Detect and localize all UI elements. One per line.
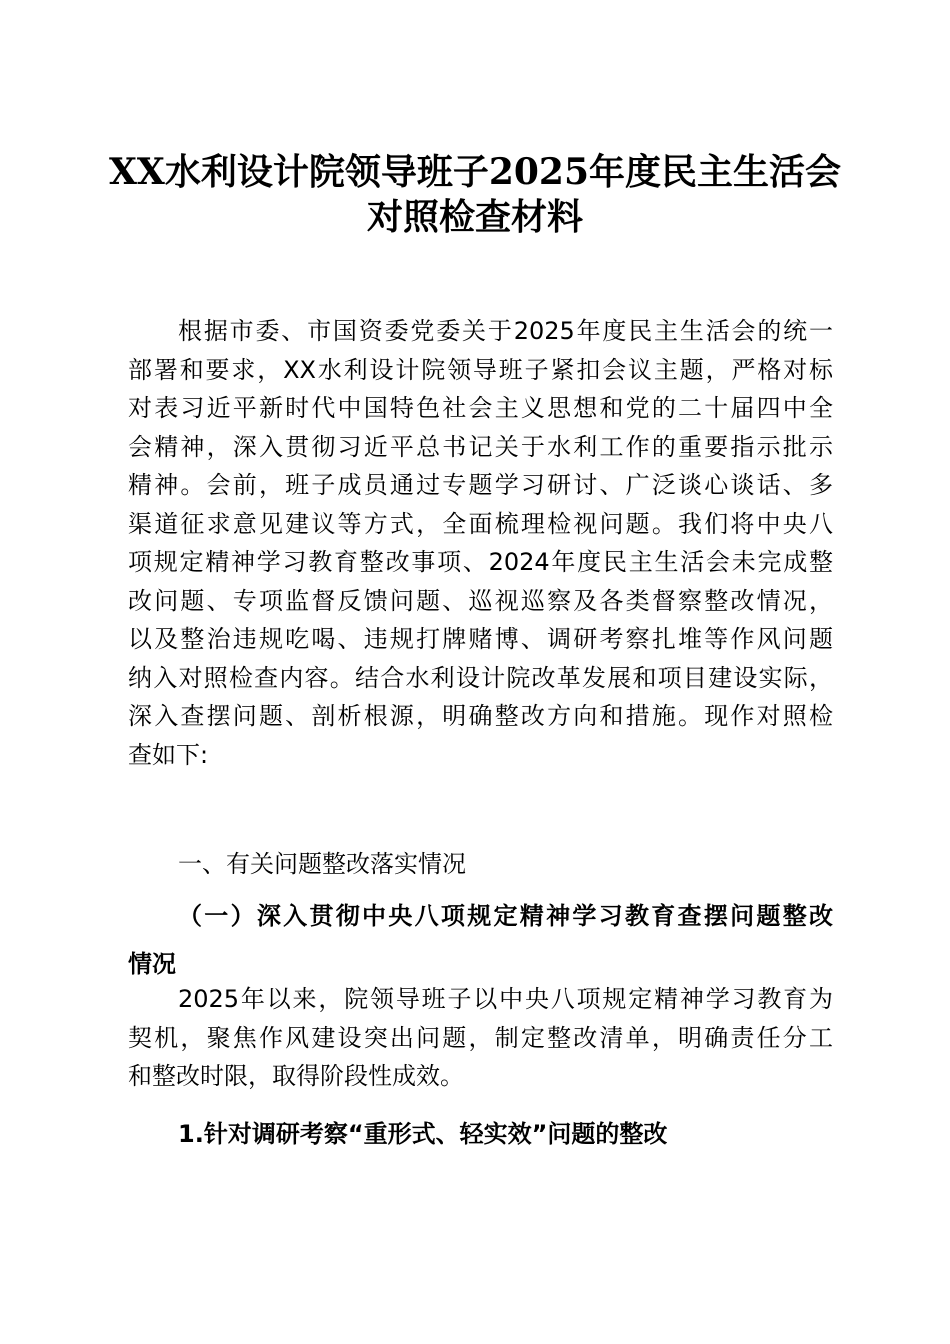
intro-line: 改问题、专项监督反馈问题、巡视巡察及各类督察整改情况， [128, 586, 833, 615]
intro-line: 深入查摆问题、剖析根源，明确整改方向和措施。现作对照检 [128, 702, 833, 730]
intro-line: 根据市委、市国资委党委关于2025年度民主生活会的统一 [178, 317, 833, 345]
intro-line: 部署和要求，XX水利设计院领导班子紧扣会议主题，严格对标 [128, 355, 833, 384]
intro-line: 精神。会前，班子成员通过专题学习研讨、广泛谈心谈话、多 [128, 471, 833, 499]
subsection-heading-line: 情况 [128, 950, 176, 978]
subsection-paragraph [128, 980, 833, 1096]
subsection-line: 契机，聚焦作风建设突出问题，制定整改清单，明确责任分工 [128, 1023, 833, 1052]
intro-line: 渠道征求意见建议等方式，全面梳理检视问题。我们将中央八 [128, 509, 833, 538]
intro-line: 纳入对照检查内容。结合水利设计院改革发展和项目建设实际， [128, 663, 833, 692]
document-title-line-2: 对照检查材料 [366, 196, 583, 238]
intro-paragraph [128, 312, 833, 774]
subsection-heading-line: （一）深入贯彻中央八项规定精神学习教育查摆问题整改 [178, 902, 833, 930]
subsection-heading-1 [128, 892, 833, 988]
item-heading-1: 1.针对调研考察“重形式、轻实效”问题的整改 [178, 1120, 668, 1148]
subsection-line: 2025年以来，院领导班子以中央八项规定精神学习教育为 [178, 985, 833, 1013]
intro-line: 查如下: [128, 740, 209, 769]
section-heading-1: 一、有关问题整改落实情况 [178, 850, 466, 878]
subsection-line: 和整改时限，取得阶段性成效。 [128, 1062, 464, 1090]
intro-line: 项规定精神学习教育整改事项、2024年度民主生活会未完成整 [128, 548, 833, 576]
intro-line: 以及整治违规吃喝、违规打牌赌博、调研考察扎堆等作风问题 [128, 625, 833, 653]
intro-line: 会精神，深入贯彻习近平总书记关于水利工作的重要指示批示 [128, 432, 833, 461]
document-title-line-1: XX水利设计院领导班子2025年度民主生活会 [108, 151, 842, 193]
intro-line: 对表习近平新时代中国特色社会主义思想和党的二十届四中全 [128, 394, 833, 422]
